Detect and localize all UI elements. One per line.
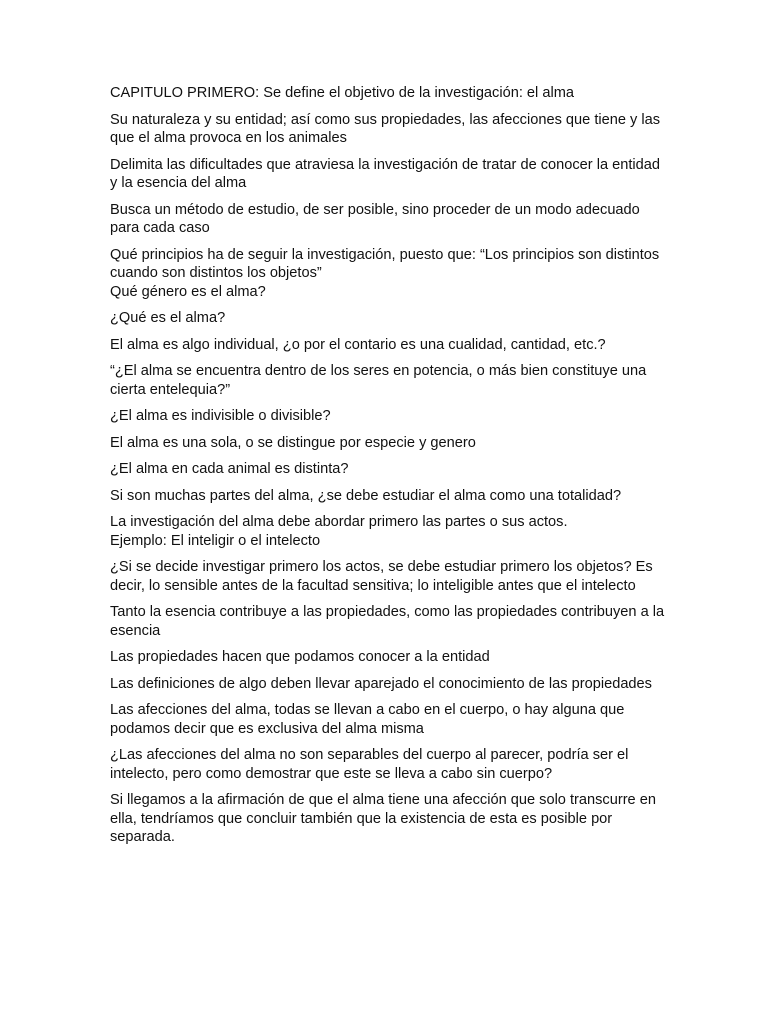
paragraph: El alma es una sola, o se distingue por especie y genero	[110, 434, 476, 451]
paragraph: “¿El alma se encuentra dentro de los seres en potencia, o más bien constituye una cierta entelequia?”	[110, 363, 647, 398]
paragraph: Si son muchas partes del alma, ¿se debe estudiar el alma como una totalidad?	[110, 487, 622, 504]
document-body	[110, 84, 670, 855]
paragraph: ¿El alma es indivisible o divisible?	[110, 408, 331, 424]
paragraph: Las afecciones del alma, todas se llevan a cabo en el cuerpo, o hay alguna que podamos decir que es exclusiva del alma misma	[110, 702, 625, 737]
paragraph: Si llegamos a la afirmación de que el alma tiene una afección que solo transcurre en ella, tendríamos que concluir también que la existencia de esta es posible por separada.	[110, 792, 656, 845]
paragraph: Las propiedades hacen que podamos conocer a la entidad	[110, 649, 490, 665]
paragraph: Delimita las dificultades que atraviesa la investigación de tratar de conocer la entidad y la esencia del alma	[110, 156, 661, 191]
paragraph: ¿Qué es el alma?	[110, 310, 226, 326]
paragraph: Su naturaleza y su entidad; así como sus propiedades, las afecciones que tiene y las que el alma provoca en los animales	[110, 111, 661, 146]
paragraph: El alma es algo individual, ¿o por el contario es una cualidad, cantidad, etc.?	[110, 336, 606, 353]
paragraph: ¿Si se decide investigar primero los actos, se debe estudiar primero los objetos? Es decir, lo sensible antes de la facultad sensitiva; lo inteligible antes que el intelecto	[110, 559, 653, 594]
paragraph: ¿El alma en cada animal es distinta?	[110, 461, 349, 477]
paragraph: ¿Las afecciones del alma no son separables del cuerpo al parecer, podría ser el intelecto, pero como demostrar que este se lleva a cabo sin cuerpo?	[110, 747, 629, 782]
paragraph: Las definiciones de algo deben llevar aparejado el conocimiento de las propiedades	[110, 675, 652, 692]
paragraph: Tanto la esencia contribuye a las propiedades, como las propiedades contribuyen a la esencia	[110, 604, 665, 639]
paragraph: Qué principios ha de seguir la investigación, puesto que: “Los principios son distintos cuando son distintos los objetos” Qué género es el alma?	[110, 246, 660, 300]
paragraph: La investigación del alma debe abordar primero las partes o sus actos. Ejemplo: El inteligir o el intelecto	[110, 514, 568, 549]
paragraph: Busca un método de estudio, de ser posible, sino proceder de un modo adecuado para cada caso	[110, 201, 640, 236]
chapter-heading: CAPITULO PRIMERO: Se define el objetivo de la investigación: el alma	[110, 85, 574, 101]
